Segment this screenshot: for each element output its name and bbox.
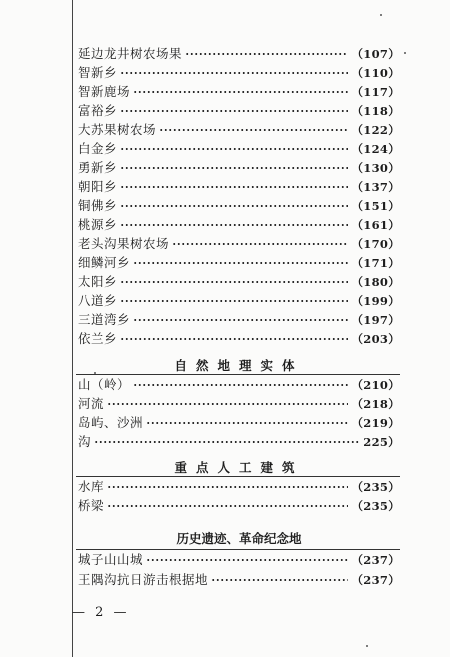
entry-title: 细鳞河乡 — [78, 255, 131, 270]
toc-entry[interactable] — [78, 415, 400, 431]
toc-entry[interactable] — [78, 46, 400, 62]
section-divider — [76, 549, 400, 550]
entry-page-number: （137） — [351, 180, 400, 194]
section-heading: 历史遗迹、革命纪念地 — [176, 531, 302, 546]
toc-entry[interactable] — [78, 255, 400, 271]
section-divider — [76, 476, 400, 477]
dot-leader — [120, 300, 348, 302]
entry-page-number: 225） — [363, 435, 400, 449]
entry-page-number: （107） — [351, 47, 400, 61]
entry-title: 朝阳乡 — [78, 179, 118, 194]
scan-speck — [94, 372, 96, 374]
entry-title: 老头沟果树农场 — [78, 236, 170, 251]
entry-page-number: （118） — [351, 104, 400, 118]
scan-speck — [380, 14, 382, 16]
dot-leader — [120, 338, 348, 340]
entry-title: 城子山山城 — [78, 552, 144, 567]
entry-title: 水库 — [78, 479, 105, 494]
toc-entry[interactable] — [78, 498, 400, 514]
entry-page-number: （110） — [351, 66, 400, 80]
entry-title: 桃源乡 — [78, 217, 118, 232]
toc-entry[interactable] — [78, 274, 400, 290]
entry-title: 延边龙井树农场果 — [78, 46, 183, 61]
dot-leader — [120, 110, 348, 112]
entry-title: 智新鹿场 — [78, 84, 131, 99]
scan-speck — [404, 52, 406, 54]
toc-entry[interactable] — [78, 160, 400, 176]
toc-entry[interactable] — [78, 479, 400, 495]
toc-entry[interactable] — [78, 434, 400, 450]
dot-leader — [120, 205, 348, 207]
toc-entry[interactable] — [78, 312, 400, 328]
dot-leader — [120, 167, 348, 169]
entry-title: 太阳乡 — [78, 274, 118, 289]
entry-page-number: （170） — [351, 237, 400, 251]
dot-leader — [146, 559, 348, 561]
entry-page-number: （235） — [351, 499, 400, 513]
entry-title: 岛屿、沙洲 — [78, 415, 144, 430]
entry-page-number: （197） — [351, 313, 400, 327]
toc-entry[interactable] — [78, 65, 400, 81]
entry-page-number: （117） — [351, 85, 400, 99]
entry-page-number: （199） — [351, 294, 400, 308]
dot-leader — [185, 53, 348, 55]
toc-entry[interactable] — [78, 84, 400, 100]
dot-leader — [211, 579, 348, 581]
dot-leader — [120, 224, 348, 226]
dot-leader — [172, 243, 348, 245]
toc-entry[interactable] — [78, 331, 400, 347]
dot-leader — [146, 422, 348, 424]
entry-title: 智新乡 — [78, 65, 118, 80]
toc-entry[interactable] — [78, 122, 400, 138]
dot-leader — [107, 403, 348, 405]
toc-entry[interactable] — [78, 179, 400, 195]
entry-title: 桥梁 — [78, 498, 105, 513]
scan-speck — [366, 645, 368, 647]
toc-entry[interactable] — [78, 293, 400, 309]
entry-title: 富裕乡 — [78, 103, 118, 118]
toc-entry[interactable] — [78, 103, 400, 119]
entry-page-number: （124） — [351, 142, 400, 156]
entry-page-number: （203） — [351, 332, 400, 346]
entry-page-number: （210） — [351, 378, 400, 392]
dot-leader — [120, 281, 348, 283]
entry-title: 大苏果树农场 — [78, 122, 157, 137]
entry-page-number: （219） — [351, 416, 400, 430]
entry-title: 铜佛乡 — [78, 198, 118, 213]
entry-page-number: （161） — [351, 218, 400, 232]
toc-entry[interactable] — [78, 236, 400, 252]
section-divider — [76, 374, 400, 375]
toc-entry[interactable] — [78, 198, 400, 214]
toc-entry[interactable] — [78, 572, 400, 588]
entry-page-number: （237） — [351, 573, 400, 587]
entry-page-number: （151） — [351, 199, 400, 213]
page-number-footer: — 2 — — [72, 605, 130, 620]
dot-leader — [120, 148, 348, 150]
dot-leader — [120, 72, 348, 74]
dot-leader — [107, 505, 348, 507]
dot-leader — [133, 319, 348, 321]
entry-page-number: （171） — [351, 256, 400, 270]
toc-entry[interactable] — [78, 141, 400, 157]
toc-entry[interactable] — [78, 396, 400, 412]
margin-rule — [72, 0, 73, 657]
entry-title: 八道乡 — [78, 293, 118, 308]
section-heading: 重点人工建筑 — [174, 460, 304, 475]
entry-title: 白金乡 — [78, 141, 118, 156]
entry-title: 山（岭） — [78, 377, 131, 392]
dot-leader — [133, 262, 348, 264]
dot-leader — [120, 186, 348, 188]
entry-title: 依兰乡 — [78, 331, 118, 346]
entry-page-number: （130） — [351, 161, 400, 175]
entry-page-number: （122） — [351, 123, 400, 137]
dot-leader — [94, 441, 360, 443]
toc-entry[interactable] — [78, 217, 400, 233]
entry-title: 王隅沟抗日游击根据地 — [78, 572, 209, 587]
entry-page-number: （237） — [351, 553, 400, 567]
entry-title: 河流 — [78, 396, 105, 411]
dot-leader — [133, 91, 348, 93]
section-heading: 自然地理实体 — [174, 358, 304, 373]
toc-entry[interactable] — [78, 552, 400, 568]
entry-title: 三道湾乡 — [78, 312, 131, 327]
entry-title: 沟 — [78, 434, 92, 449]
toc-entry[interactable] — [78, 377, 400, 393]
dot-leader — [159, 129, 348, 131]
entry-page-number: （180） — [351, 275, 400, 289]
entry-title: 勇新乡 — [78, 160, 118, 175]
entry-page-number: （235） — [351, 480, 400, 494]
dot-leader — [107, 486, 348, 488]
entry-page-number: （218） — [351, 397, 400, 411]
dot-leader — [133, 384, 348, 386]
